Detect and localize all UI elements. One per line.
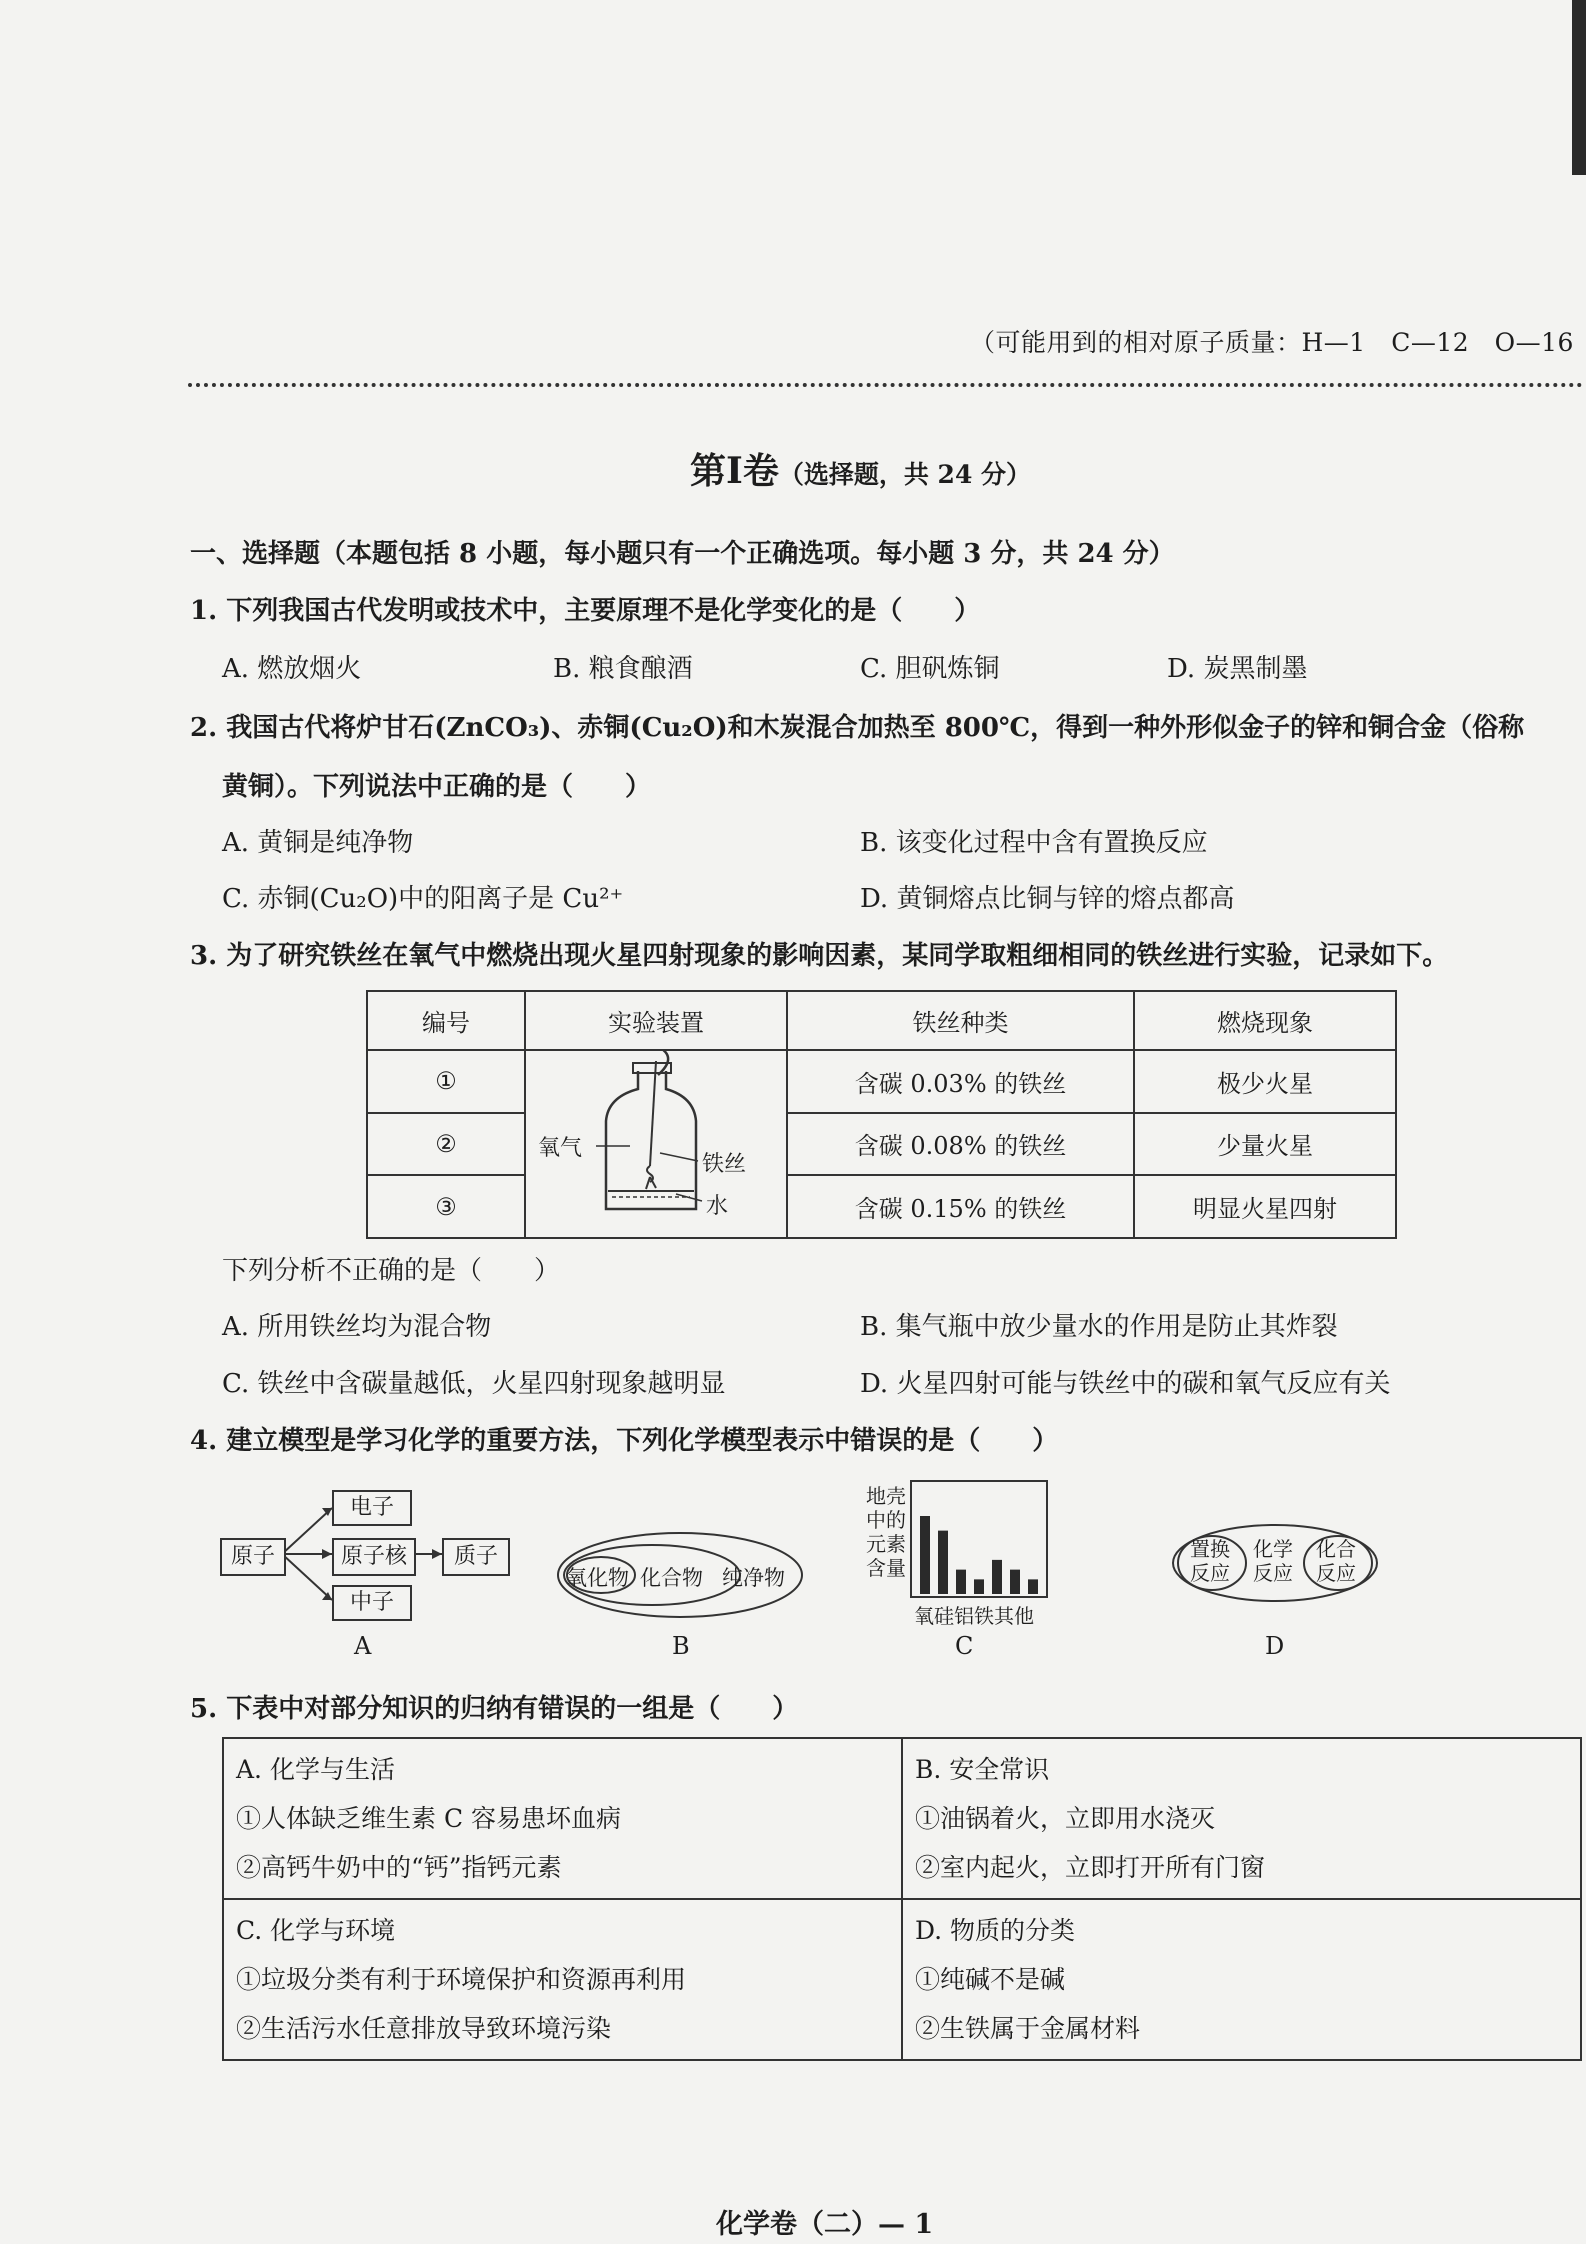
model-d-right: 化合 反应: [1316, 1537, 1356, 1585]
model-b-compound: 化合物: [640, 1566, 703, 1590]
q5-stem: 5. 下表中对部分知识的归纳有错误的一组是（ ）: [190, 1694, 799, 1724]
model-c-ylabel-line3: 元素: [866, 1532, 906, 1556]
volume-title: [690, 443, 1031, 494]
q3-row2-no: ②: [367, 1113, 525, 1176]
q5-cell-a-line1: ①人体缺乏维生素 C 容易患坏血病: [236, 1804, 622, 1833]
q3-apparatus-cell: [525, 1050, 787, 1238]
cut-line: [188, 383, 1583, 387]
apparatus-label-oxygen: 氧气: [538, 1136, 583, 1161]
model-c-ylabel-line2: 中的: [866, 1508, 906, 1532]
model-a-electron: 电子: [332, 1490, 412, 1526]
q3-stem: 3. 为了研究铁丝在氧气中燃烧出现火星四射现象的影响因素，某同学取粗细相同的铁丝进行实验，记录如下。: [190, 941, 1449, 971]
chart-bar: [920, 1516, 930, 1594]
q3-row1-no: ①: [367, 1050, 525, 1113]
model-d-left: 置换 反应: [1190, 1537, 1230, 1585]
model-c-ylabel-line4: 含量: [866, 1556, 906, 1580]
model-b-oxide: 氧化物: [566, 1566, 629, 1590]
q1-option-c[interactable]: C. 胆矾炼铜: [860, 654, 1000, 684]
model-b-label: B: [672, 1632, 690, 1660]
q1-option-b[interactable]: B. 粮食酿酒: [553, 654, 693, 684]
q5-cell-b-line1: ①油锅着火，立即用水浇灭: [915, 1804, 1216, 1833]
model-b-pure: 纯净物: [722, 1566, 785, 1590]
page-number: 化学卷（二）— 1: [716, 2209, 934, 2240]
q3-th-wire: 铁丝种类: [787, 991, 1134, 1050]
q4-stem: 4. 建立模型是学习化学的重要方法，下列化学模型表示中错误的是（ ）: [190, 1426, 1059, 1456]
volume-title-main: 第Ⅰ卷: [690, 450, 779, 492]
chart-bar: [956, 1570, 966, 1594]
q2-stem-line2: 黄铜）。下列说法中正确的是（ ）: [222, 772, 652, 802]
model-a-label: A: [354, 1632, 372, 1660]
q5-cell-d[interactable]: [902, 1899, 1581, 2060]
q3-row1-wire: 含碳 0.03% 的铁丝: [787, 1050, 1134, 1113]
model-c-ylabel: [866, 1484, 906, 1580]
q5-cell-c-line2: ②生活污水任意排放导致环境污染: [236, 2014, 612, 2043]
q5-cell-d-line2: ②生铁属于金属材料: [915, 2014, 1141, 2043]
apparatus-label-wire: 铁丝: [702, 1152, 747, 1177]
model-c-xlabel: 氧硅铝铁其他: [914, 1604, 1034, 1628]
q2-option-c[interactable]: C. 赤铜(Cu₂O)中的阳离子是 Cu²⁺: [222, 884, 624, 914]
q3-row2-result: 少量火星: [1134, 1113, 1396, 1176]
q5-cell-a-line2: ②高钙牛奶中的“钙”指钙元素: [236, 1853, 562, 1882]
model-a-nucleus: 原子核: [332, 1538, 416, 1576]
q3-option-c[interactable]: C. 铁丝中含碳量越低，火星四射现象越明显: [222, 1369, 726, 1399]
page-edge-bar: [1572, 0, 1586, 175]
q1-stem: 1. 下列我国古代发明或技术中，主要原理不是化学变化的是（ ）: [190, 596, 981, 626]
model-c-ylabel-line1: 地壳: [866, 1484, 906, 1508]
q5-cell-c[interactable]: [223, 1899, 902, 2060]
model-c-label: C: [955, 1632, 974, 1660]
volume-subtitle: （选择题，共 24 分）: [778, 460, 1032, 489]
model-a-neutron: 中子: [332, 1585, 412, 1621]
chart-bar: [1010, 1570, 1020, 1594]
q3-th-phenomenon: 燃烧现象: [1134, 991, 1396, 1050]
model-a-atom: 原子: [220, 1538, 286, 1576]
q5-cell-c-title: C. 化学与环境: [236, 1916, 396, 1945]
q1-option-d[interactable]: D. 炭黑制墨: [1167, 654, 1308, 684]
q3-option-d[interactable]: D. 火星四射可能与铁丝中的碳和氧气反应有关: [860, 1369, 1391, 1399]
q3-row3-result: 明显火星四射: [1134, 1175, 1396, 1238]
q5-cell-a-title: A. 化学与生活: [236, 1755, 395, 1784]
q5-cell-b-line2: ②室内起火，立即打开所有门窗: [915, 1853, 1266, 1882]
q3-row3-wire: 含碳 0.15% 的铁丝: [787, 1175, 1134, 1238]
q5-cell-a[interactable]: [223, 1738, 902, 1899]
q5-summary-table: [222, 1737, 1582, 2061]
q3-option-a[interactable]: A. 所用铁丝均为混合物: [222, 1312, 492, 1342]
q3-th-apparatus: 实验装置: [525, 991, 787, 1050]
q3-row2-wire: 含碳 0.08% 的铁丝: [787, 1113, 1134, 1176]
q2-option-b[interactable]: B. 该变化过程中含有置换反应: [860, 828, 1208, 858]
q3-experiment-table: [366, 990, 1397, 1239]
chart-bar: [974, 1579, 984, 1594]
model-a-proton: 质子: [442, 1538, 510, 1576]
q3-row3-no: ③: [367, 1175, 525, 1238]
q3-row1-result: 极少火星: [1134, 1050, 1396, 1113]
section-heading: 一、选择题（本题包括 8 小题，每小题只有一个正确选项。每小题 3 分，共 24 分）: [190, 539, 1175, 569]
crust-element-bar-chart: [910, 1480, 1050, 1600]
q5-cell-d-title: D. 物质的分类: [915, 1916, 1076, 1945]
model-d-label: D: [1265, 1632, 1285, 1660]
q2-option-d[interactable]: D. 黄铜熔点比铜与锌的熔点都高: [860, 884, 1235, 914]
model-d-middle: 化学 反应: [1253, 1537, 1293, 1585]
q5-cell-c-line1: ①垃圾分类有利于环境保护和资源再利用: [236, 1965, 687, 1994]
q5-cell-d-line1: ①纯碱不是碱: [915, 1965, 1066, 1994]
q2-option-a[interactable]: A. 黄铜是纯净物: [222, 828, 414, 858]
q2-stem-line1: 2. 我国古代将炉甘石(ZnCO₃)、赤铜(Cu₂O)和木炭混合加热至 800℃，得到一种外形似金子的锌和铜合金（俗称: [190, 713, 1525, 743]
q1-option-a[interactable]: A. 燃放烟火: [222, 654, 362, 684]
atomic-mass-note: （可能用到的相对原子质量：H—1 C—12 O—16: [970, 328, 1574, 357]
q3-option-b[interactable]: B. 集气瓶中放少量水的作用是防止其炸裂: [860, 1312, 1338, 1342]
chart-bar: [938, 1531, 948, 1594]
q3-th-no: 编号: [367, 991, 525, 1050]
q5-cell-b-title: B. 安全常识: [915, 1755, 1050, 1784]
chart-bar: [992, 1560, 1002, 1594]
q3-prompt: 下列分析不正确的是（ ）: [222, 1256, 561, 1286]
apparatus-label-water: 水: [706, 1194, 729, 1219]
q5-cell-b[interactable]: [902, 1738, 1581, 1899]
chart-bar: [1028, 1579, 1038, 1594]
